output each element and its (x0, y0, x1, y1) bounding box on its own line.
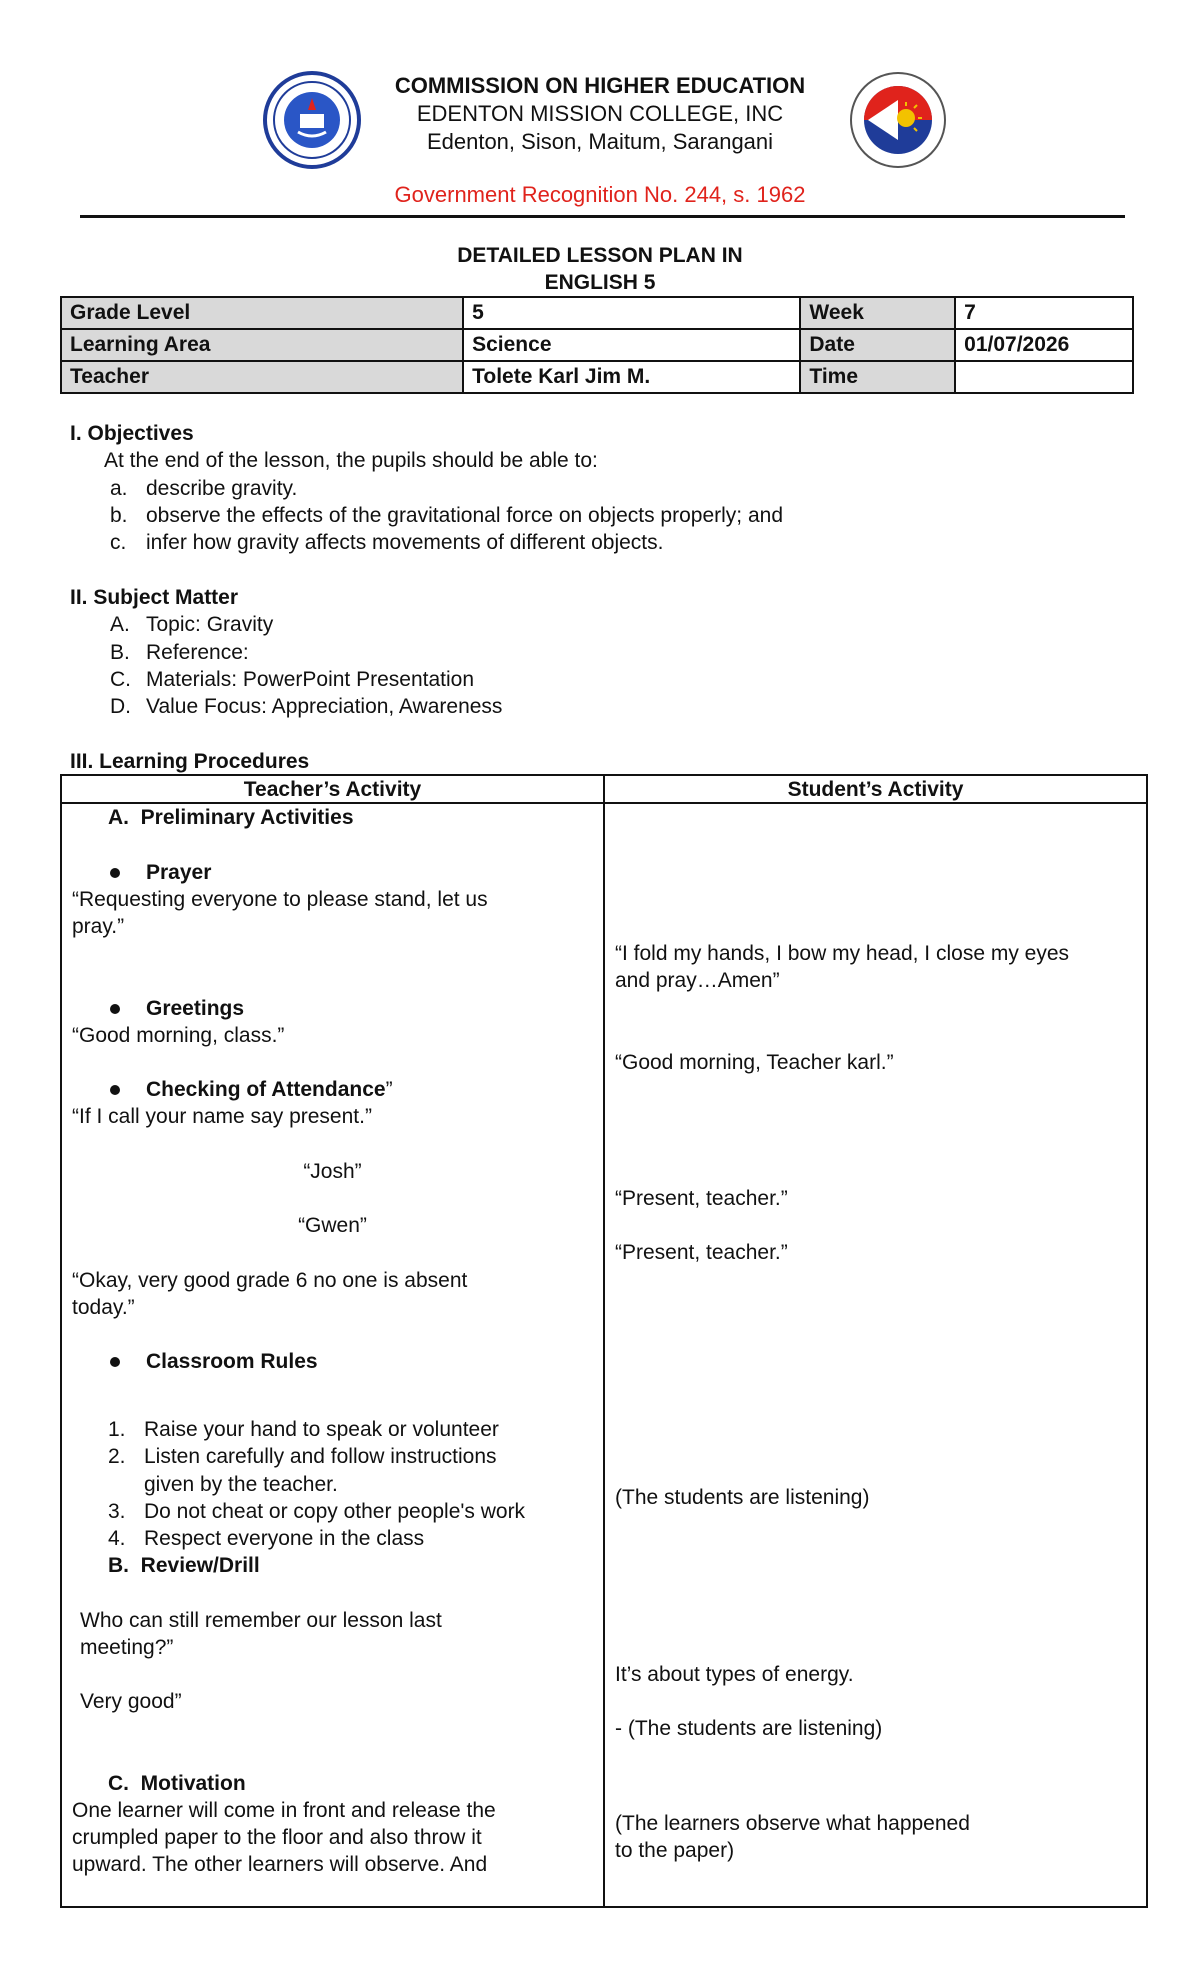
time-label: Time (800, 361, 955, 393)
item-label: 4. (108, 1527, 126, 1551)
time-value (955, 361, 1133, 393)
objectives-section (70, 420, 783, 556)
subject-matter-heading: II. Subject Matter (70, 586, 239, 609)
item-label: A. (110, 613, 130, 637)
government-recognition: Government Recognition No. 244, s. 1962 (394, 182, 806, 207)
objectives-intro: At the end of the lesson, the pupils should be able to: (104, 449, 598, 473)
heading-text: Checking of Attendance (146, 1078, 386, 1101)
section-title: Preliminary Activities (140, 806, 354, 829)
heading-text: Classroom Rules (146, 1350, 318, 1373)
review-question-1: Who can still remember our lesson last (80, 1609, 442, 1632)
classroom-rules-heading (110, 1348, 318, 1375)
date-label: Date (800, 329, 955, 361)
list-item (108, 1416, 525, 1443)
bullet-icon (110, 1004, 120, 1014)
attendance-text: “If I call your name say present.” (72, 1105, 372, 1128)
greetings-heading (110, 995, 244, 1022)
list-item (70, 693, 502, 720)
info-table (60, 296, 1134, 394)
item-label: 3. (108, 1499, 126, 1523)
student-observe-1: (The learners observe what happened (615, 1812, 970, 1835)
item-text: Do not cheat or copy other people's work (144, 1499, 526, 1523)
grade-level-label: Grade Level (61, 297, 463, 329)
item-text: Value Focus: Appreciation, Awareness (146, 695, 503, 719)
subject-matter-section (70, 584, 502, 720)
prayer-text-1: “Requesting everyone to please stand, let us (72, 888, 488, 911)
heading-text: Prayer (146, 861, 212, 884)
title-line-2: ENGLISH 5 (544, 271, 656, 294)
item-continuation: given by the teacher. (144, 1472, 338, 1496)
table-row (61, 361, 1133, 393)
procedures-heading: III. Learning Procedures (70, 750, 310, 773)
list-item (70, 529, 783, 556)
teacher-label: Teacher (61, 361, 463, 393)
bullet-icon (110, 1085, 120, 1095)
commission-name: COMMISSION ON HIGHER EDUCATION (394, 73, 806, 98)
student-name-gwen: “Gwen” (298, 1214, 367, 1237)
item-label: 1. (108, 1418, 126, 1441)
table-row (61, 297, 1133, 329)
header-block (300, 72, 900, 156)
list-item (70, 502, 783, 529)
item-text: infer how gravity affects movements of different objects. (146, 531, 664, 555)
section-letter: C. (108, 1772, 129, 1795)
motivation-heading (108, 1770, 246, 1797)
week-value: 7 (955, 297, 1133, 329)
item-text: describe gravity. (146, 476, 298, 500)
learning-area-label: Learning Area (61, 329, 463, 361)
item-text: Reference: (146, 640, 249, 664)
item-text: Respect everyone in the class (144, 1527, 425, 1551)
list-item (108, 1498, 525, 1525)
item-label: D. (110, 695, 131, 719)
review-drill-heading (108, 1552, 260, 1579)
title-line-1: DETAILED LESSON PLAN IN (457, 244, 743, 267)
heading-suffix: ” (385, 1078, 393, 1101)
bullet-icon (110, 1357, 120, 1367)
item-label: C. (110, 667, 131, 691)
motivation-text-1: One learner will come in front and release the (72, 1799, 496, 1822)
bullet-icon (110, 868, 120, 878)
week-label: Week (800, 297, 955, 329)
grade-level-value: 5 (463, 297, 800, 329)
college-address: Edenton, Sison, Maitum, Sarangani (426, 129, 774, 154)
student-greeting: “Good morning, Teacher karl.” (615, 1051, 894, 1074)
student-present-1: “Present, teacher.” (615, 1187, 788, 1210)
list-item (70, 611, 502, 638)
student-listening-1: (The students are listening) (615, 1486, 870, 1509)
section-letter: B. (108, 1554, 129, 1577)
prayer-heading (110, 859, 211, 886)
list-item (70, 639, 502, 666)
very-good-text: Very good” (80, 1690, 182, 1713)
item-text: Raise your hand to speak or volunteer (144, 1418, 499, 1441)
item-text: observe the effects of the gravitational force on objects properly; and (146, 503, 783, 527)
student-present-2: “Present, teacher.” (615, 1241, 788, 1264)
classroom-rules-list (108, 1416, 525, 1552)
item-label: c. (110, 531, 127, 555)
item-label: b. (110, 503, 128, 527)
student-activity-header: Student’s Activity (787, 778, 964, 801)
item-text: Topic: Gravity (146, 613, 274, 637)
greetings-text: “Good morning, class.” (72, 1024, 285, 1047)
student-name-josh: “Josh” (303, 1160, 362, 1183)
preliminary-activities-heading (108, 804, 354, 831)
table-row (61, 329, 1133, 361)
college-name: EDENTON MISSION COLLEGE, INC (416, 101, 784, 126)
student-observe-2: to the paper) (615, 1839, 735, 1862)
section-title: Motivation (140, 1772, 246, 1795)
section-title: Review/Drill (140, 1554, 260, 1577)
column-divider (603, 776, 605, 1906)
review-question-2: meeting?” (80, 1636, 174, 1659)
item-text: Materials: PowerPoint Presentation (146, 667, 474, 691)
item-label: 2. (108, 1445, 126, 1469)
okay-text-1: “Okay, very good grade 6 no one is absent (72, 1269, 468, 1292)
list-item (70, 666, 502, 693)
procedures-table (60, 774, 1148, 1908)
prayer-text-2: pray.” (72, 915, 125, 938)
motivation-text-3: upward. The other learners will observe. And (72, 1853, 488, 1876)
learning-area-value: Science (463, 329, 800, 361)
section-letter: A. (108, 806, 129, 829)
objectives-heading: I. Objectives (70, 422, 194, 445)
item-text: Listen carefully and follow instructions (144, 1445, 497, 1469)
heading-text: Greetings (146, 997, 245, 1020)
student-listening-2: - (The students are listening) (615, 1717, 883, 1740)
item-label: B. (110, 640, 130, 664)
document-title (300, 242, 900, 296)
student-prayer-2: and pray…Amen” (615, 969, 780, 992)
student-prayer-1: “I fold my hands, I bow my head, I close my eyes (615, 942, 1070, 965)
item-label: a. (110, 476, 128, 500)
teacher-activity-header: Teacher’s Activity (243, 778, 422, 801)
header-divider (80, 215, 1125, 218)
list-item (70, 475, 783, 502)
list-item (108, 1443, 525, 1470)
student-energy-answer: It’s about types of energy. (615, 1663, 854, 1686)
date-value: 01/07/2026 (955, 329, 1133, 361)
list-item (108, 1525, 525, 1552)
attendance-heading (110, 1076, 393, 1103)
okay-text-2: today.” (72, 1296, 135, 1319)
teacher-value: Tolete Karl Jim M. (463, 361, 800, 393)
motivation-text-2: crumpled paper to the floor and also throw it (72, 1826, 482, 1849)
